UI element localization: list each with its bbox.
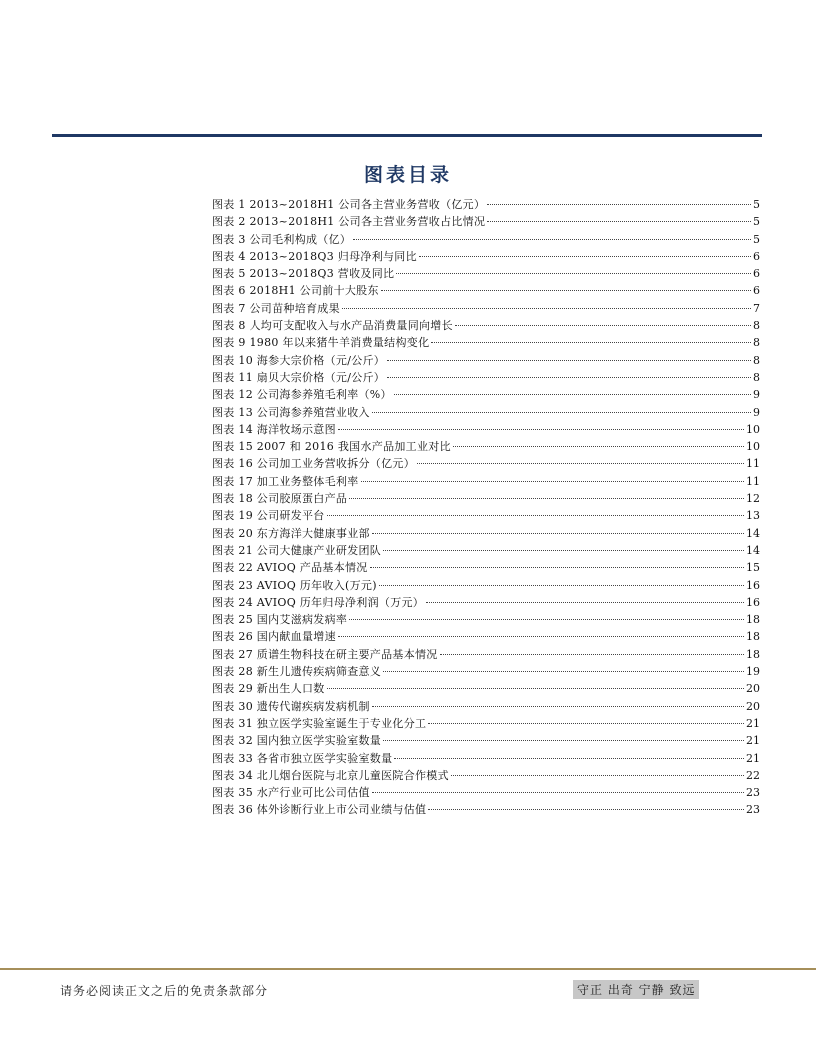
toc-entry[interactable] [212,438,760,455]
toc-entry-page[interactable]: 18 [746,630,760,644]
toc-entry-label[interactable]: 图表 11 扇贝大宗价格（元/公斤） [212,370,386,384]
toc-entry-label[interactable]: 图表 4 2013~2018Q3 归母净利与同比 [212,249,417,263]
footer-divider [0,968,816,970]
toc-dot-leader [327,688,744,689]
toc-entry-label[interactable]: 图表 13 公司海参养殖营业收入 [212,405,370,419]
toc-entry-page[interactable]: 6 [753,249,760,263]
toc-entry-page[interactable]: 5 [753,198,760,211]
toc-entry[interactable] [212,473,760,490]
toc-entry-label[interactable]: 图表 29 新出生人口数 [212,682,325,696]
toc-dot-leader [370,567,744,568]
toc-entry[interactable] [212,559,760,576]
toc-entry[interactable] [212,231,760,248]
toc-entry[interactable] [212,646,760,663]
toc-entry-page[interactable]: 14 [746,526,760,540]
toc-entry-page[interactable]: 22 [746,768,760,782]
header-divider [52,134,762,137]
toc-entry[interactable] [212,784,760,801]
toc-entry-page[interactable]: 20 [746,682,760,696]
toc-entry-label[interactable]: 图表 23 AVIOQ 历年收入(万元) [212,578,377,592]
toc-dot-leader [428,809,744,810]
toc-entry-label[interactable]: 图表 35 水产行业可比公司估值 [212,786,370,800]
toc-entry-label[interactable]: 图表 14 海洋牧场示意图 [212,422,336,436]
toc-entry-page[interactable]: 8 [753,336,760,350]
toc-entry-label[interactable]: 图表 28 新生儿遗传疾病筛查意义 [212,665,382,679]
toc-entry[interactable] [212,300,760,317]
toc-entry-page[interactable]: 5 [753,232,760,246]
toc-entry-label[interactable]: 图表 17 加工业务整体毛利率 [212,474,359,488]
toc-dot-leader [342,308,751,309]
toc-entry[interactable] [212,352,760,369]
toc-entry-label[interactable]: 图表 1 2013~2018H1 公司各主营业务营收（亿元） [212,198,486,211]
toc-dot-leader [381,290,751,291]
toc-entry[interactable] [212,334,760,351]
toc-entry[interactable] [212,507,760,524]
toc-entry-label[interactable]: 图表 3 公司毛利构成（亿） [212,232,352,246]
toc-dot-leader [353,239,751,240]
toc-dot-leader [396,273,751,274]
toc-entry-page[interactable]: 15 [746,561,760,575]
toc-dot-leader [383,550,744,551]
toc-entry[interactable] [212,490,760,507]
toc-entry-label[interactable]: 图表 34 北儿烟台医院与北京儿童医院合作模式 [212,768,449,782]
toc-entry[interactable] [212,404,760,421]
toc-entry[interactable] [212,732,760,749]
toc-entry[interactable] [212,265,760,282]
toc-dot-leader [428,723,744,724]
toc-entry-label[interactable]: 图表 9 1980 年以来猪牛羊消费量结构变化 [212,336,430,350]
toc-entry-label[interactable]: 图表 36 体外诊断行业上市公司业绩与估值 [212,803,427,817]
toc-dot-leader [453,446,744,447]
toc-entry-page[interactable]: 8 [753,353,760,367]
toc-dot-leader [338,429,744,430]
toc-dot-leader [417,463,744,464]
toc-entry-label[interactable]: 图表 19 公司研发平台 [212,509,325,523]
toc-entry[interactable] [212,455,760,472]
toc-entry-page[interactable]: 6 [753,267,760,281]
toc-entry[interactable] [212,698,760,715]
toc-entry[interactable] [212,248,760,265]
toc-entry-page[interactable]: 10 [746,422,760,436]
toc-entry-page[interactable]: 9 [753,388,760,402]
page-title: 图表目录 [363,164,452,186]
toc-entry-label[interactable]: 图表 12 公司海参养殖毛利率（%） [212,388,392,402]
toc-entry-page[interactable]: 23 [746,803,760,817]
toc-entry-page[interactable]: 8 [753,370,760,384]
toc-entry-label[interactable]: 图表 7 公司苗种培育成果 [212,301,340,315]
toc-dot-leader [361,481,745,482]
toc-entry-page[interactable]: 18 [746,613,760,627]
toc-entry-label[interactable]: 图表 26 国内献血量增速 [212,630,336,644]
toc-entry[interactable] [212,715,760,732]
toc-entry-label[interactable]: 图表 30 遗传代谢疾病发病机制 [212,699,370,713]
toc-entry[interactable] [212,577,760,594]
toc-entry[interactable] [212,750,760,767]
toc-entry-page[interactable]: 9 [753,405,760,419]
toc-entry-label[interactable]: 图表 10 海参大宗价格（元/公斤） [212,353,386,367]
toc-entry-label[interactable]: 图表 27 质谱生物科技在研主要产品基本情况 [212,647,438,661]
toc-dot-leader [387,377,751,378]
toc-entry-page[interactable]: 6 [753,284,760,298]
footer-slogan: 守正 出奇 宁静 致远 [573,980,699,999]
toc-entry[interactable] [212,213,760,230]
toc-dot-leader [387,360,751,361]
toc-dot-leader [440,654,744,655]
toc-entry-page[interactable]: 10 [746,440,760,454]
toc-entry-page[interactable]: 16 [746,595,760,609]
toc-entry[interactable] [212,386,760,403]
toc-entry-page[interactable]: 12 [746,492,760,506]
toc-dot-leader [455,325,751,326]
toc-entry[interactable] [212,611,760,628]
toc-dot-leader [349,619,744,620]
toc-entry-label[interactable]: 图表 25 国内艾滋病发病率 [212,613,348,627]
toc-dot-leader [338,636,744,637]
toc-entry-label[interactable]: 图表 5 2013~2018Q3 营收及同比 [212,267,395,281]
toc-dot-leader [487,204,751,205]
toc-dot-leader [383,671,744,672]
toc-entry[interactable] [212,767,760,784]
toc-entry-page[interactable]: 5 [753,215,760,229]
toc-entry[interactable] [212,801,760,818]
toc-dot-leader [379,585,744,586]
toc-dot-leader [487,221,751,222]
toc-dot-leader [372,792,744,793]
toc-entry-label[interactable]: 图表 15 2007 和 2016 我国水产品加工业对比 [212,440,451,454]
toc-entry-label[interactable]: 图表 33 各省市独立医学实验室数量 [212,751,393,765]
toc-entry-page[interactable]: 13 [746,509,760,523]
toc-dot-leader [327,515,744,516]
toc-entry[interactable] [212,680,760,697]
toc-entry-page[interactable]: 11 [746,457,760,471]
table-of-figures [212,196,760,819]
toc-entry-label[interactable]: 图表 32 国内独立医学实验室数量 [212,734,382,748]
toc-entry-label[interactable]: 图表 22 AVIOQ 产品基本情况 [212,561,368,575]
toc-entry-label[interactable]: 图表 2 2013~2018H1 公司各主营业务营收占比情况 [212,215,486,229]
toc-entry[interactable] [212,628,760,645]
toc-dot-leader [383,740,744,741]
toc-dot-leader [372,533,744,534]
toc-dot-leader [372,706,744,707]
toc-entry-label[interactable]: 图表 20 东方海洋大健康事业部 [212,526,370,540]
toc-dot-leader [419,256,751,257]
toc-entry-label[interactable]: 图表 16 公司加工业务营收拆分（亿元） [212,457,415,471]
toc-entry-label[interactable]: 图表 31 独立医学实验室诞生于专业化分工 [212,716,427,730]
toc-dot-leader [451,775,744,776]
toc-entry-page[interactable]: 20 [746,699,760,713]
toc-entry-page[interactable]: 14 [746,543,760,557]
toc-entry[interactable] [212,542,760,559]
toc-entry-page[interactable]: 21 [746,716,760,730]
toc-dot-leader [426,602,744,603]
toc-entry[interactable] [212,196,760,213]
toc-dot-leader [431,342,751,343]
toc-entry-page[interactable]: 18 [746,647,760,661]
toc-dot-leader [349,498,744,499]
toc-entry-page[interactable]: 16 [746,578,760,592]
toc-entry-page[interactable]: 8 [753,319,760,333]
toc-entry-page[interactable]: 23 [746,786,760,800]
footer-disclaimer: 请务必阅读正文之后的免责条款部分 [60,984,269,998]
toc-dot-leader [372,412,751,413]
toc-dot-leader [394,758,744,759]
toc-entry-page[interactable]: 21 [746,734,760,748]
toc-entry-label[interactable]: 图表 21 公司大健康产业研发团队 [212,543,382,557]
toc-entry[interactable] [212,525,760,542]
toc-entry[interactable] [212,317,760,334]
toc-entry-label[interactable]: 图表 6 2018H1 公司前十大股东 [212,284,379,298]
toc-entry-page[interactable]: 21 [746,751,760,765]
toc-entry[interactable] [212,421,760,438]
toc-entry-page[interactable]: 11 [746,474,760,488]
toc-entry-label[interactable]: 图表 24 AVIOQ 历年归母净利润（万元） [212,595,425,609]
toc-entry-page[interactable]: 7 [753,301,760,315]
toc-entry-label[interactable]: 图表 18 公司胶原蛋白产品 [212,492,348,506]
toc-entry[interactable] [212,594,760,611]
toc-entry-page[interactable]: 19 [746,665,760,679]
toc-dot-leader [394,394,751,395]
toc-entry[interactable] [212,663,760,680]
toc-entry[interactable] [212,282,760,299]
toc-entry[interactable] [212,369,760,386]
toc-entry-label[interactable]: 图表 8 人均可支配收入与水产品消费量同向增长 [212,319,453,333]
